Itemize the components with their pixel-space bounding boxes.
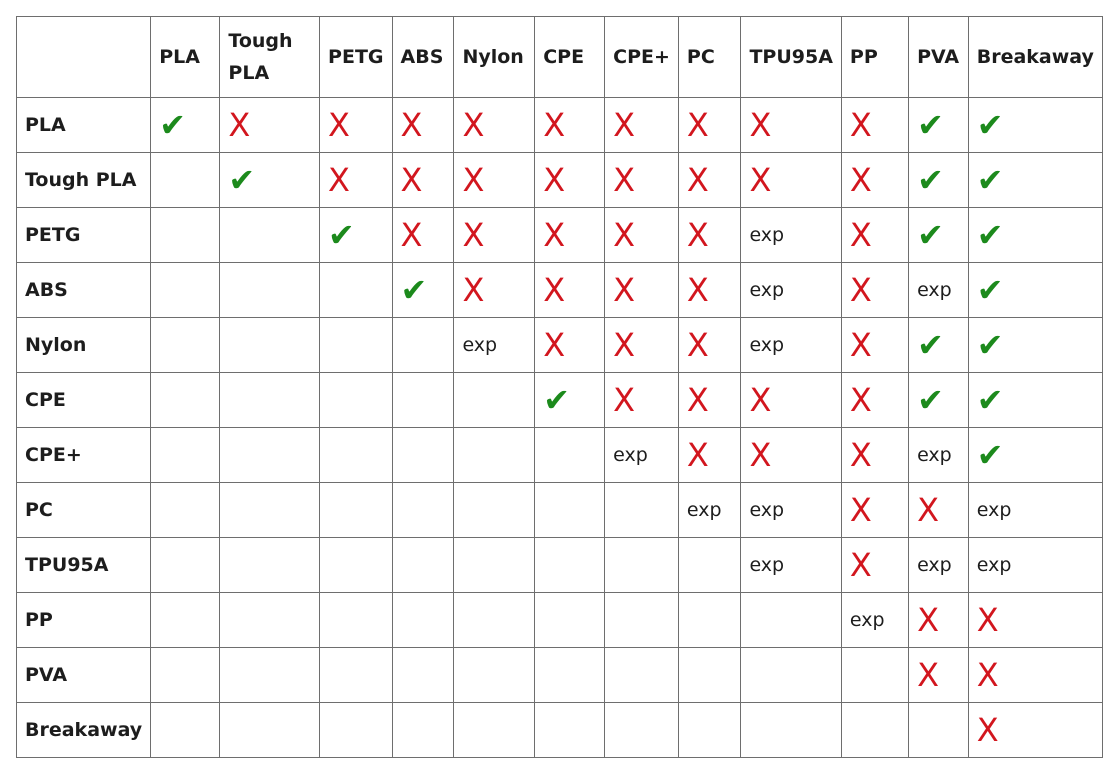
compatibility-cell (841, 428, 908, 483)
checkmark-icon: ✔ (917, 106, 944, 144)
compatibility-cell (841, 373, 908, 428)
compatibility-cell (220, 373, 320, 428)
column-header-tpu95a: TPU95A (741, 17, 841, 98)
checkmark-icon: ✔ (228, 161, 256, 199)
cross-icon: X (613, 326, 636, 364)
cross-icon: X (543, 216, 566, 254)
cross-icon: X (849, 491, 872, 529)
row-header-pla: PLA (17, 98, 151, 153)
compatibility-cell (535, 648, 605, 703)
column-header-petg: PETG (320, 17, 392, 98)
compatibility-cell (320, 483, 392, 538)
cross-icon: X (749, 436, 772, 474)
compatibility-cell (320, 538, 392, 593)
table-row (17, 593, 1103, 648)
cross-icon: X (613, 271, 636, 309)
compatibility-table-container (16, 16, 1103, 758)
cross-icon: X (749, 381, 772, 419)
compatibility-cell (841, 263, 908, 318)
experimental-label: exp (917, 444, 952, 466)
compatibility-cell (968, 703, 1102, 758)
row-header-cpe: CPE (17, 373, 151, 428)
cross-icon: X (849, 216, 872, 254)
compatibility-cell (841, 538, 908, 593)
row-header-tough-pla: Tough PLA (17, 153, 151, 208)
compatibility-cell (841, 483, 908, 538)
compatibility-cell (678, 538, 741, 593)
compatibility-cell (678, 318, 741, 373)
compatibility-cell (605, 153, 679, 208)
compatibility-cell (741, 263, 841, 318)
experimental-label: exp (976, 554, 1012, 576)
row-header-nylon: Nylon (17, 318, 151, 373)
compatibility-cell (220, 483, 320, 538)
table-row (17, 98, 1103, 153)
checkmark-icon: ✔ (976, 326, 1004, 364)
compatibility-cell (151, 208, 220, 263)
compatibility-cell (909, 538, 969, 593)
checkmark-icon: ✔ (976, 436, 1004, 474)
compatibility-cell (605, 538, 679, 593)
experimental-label: exp (462, 334, 498, 356)
checkmark-icon: ✔ (328, 216, 355, 254)
experimental-label: exp (976, 499, 1012, 521)
compatibility-cell (678, 483, 741, 538)
compatibility-cell (968, 318, 1102, 373)
compatibility-cell (678, 98, 741, 153)
cross-icon: X (543, 106, 566, 144)
compatibility-cell (968, 153, 1102, 208)
compatibility-cell (678, 263, 741, 318)
compatibility-cell (605, 373, 679, 428)
compatibility-cell (392, 98, 454, 153)
compatibility-cell (151, 428, 220, 483)
experimental-label: exp (917, 279, 952, 301)
compatibility-cell (841, 703, 908, 758)
compatibility-cell (535, 373, 605, 428)
compatibility-cell (151, 703, 220, 758)
compatibility-cell (220, 648, 320, 703)
cross-icon: X (228, 106, 251, 144)
checkmark-icon: ✔ (917, 326, 944, 364)
compatibility-cell (320, 153, 392, 208)
compatibility-cell (535, 318, 605, 373)
column-header-pp: PP (841, 17, 908, 98)
cross-icon: X (976, 601, 999, 639)
cross-icon: X (749, 161, 772, 199)
compatibility-cell (220, 263, 320, 318)
cross-icon: X (613, 216, 636, 254)
compatibility-cell (968, 538, 1102, 593)
experimental-label: exp (749, 554, 785, 576)
cross-icon: X (749, 106, 772, 144)
compatibility-cell (909, 483, 969, 538)
compatibility-cell (392, 153, 454, 208)
compatibility-cell (741, 428, 841, 483)
compatibility-cell (741, 153, 841, 208)
compatibility-cell (320, 703, 392, 758)
compatibility-cell (220, 593, 320, 648)
compatibility-cell (320, 373, 392, 428)
compatibility-cell (220, 98, 320, 153)
compatibility-cell (320, 428, 392, 483)
compatibility-cell (741, 648, 841, 703)
experimental-label: exp (749, 334, 785, 356)
row-header-tpu95a: TPU95A (17, 538, 151, 593)
compatibility-cell (909, 428, 969, 483)
checkmark-icon: ✔ (917, 161, 944, 199)
cross-icon: X (613, 106, 636, 144)
compatibility-cell (320, 648, 392, 703)
compatibility-cell (220, 318, 320, 373)
compatibility-cell (678, 373, 741, 428)
compatibility-cell (454, 98, 535, 153)
cross-icon: X (849, 436, 872, 474)
compatibility-cell (320, 318, 392, 373)
row-header-pva: PVA (17, 648, 151, 703)
table-row (17, 373, 1103, 428)
compatibility-cell (454, 648, 535, 703)
compatibility-cell (605, 263, 679, 318)
experimental-label: exp (749, 499, 785, 521)
compatibility-cell (909, 208, 969, 263)
compatibility-cell (909, 318, 969, 373)
table-row (17, 703, 1103, 758)
compatibility-cell (535, 483, 605, 538)
compatibility-cell (392, 703, 454, 758)
compatibility-cell (678, 648, 741, 703)
compatibility-cell (151, 483, 220, 538)
column-header-pla: PLA (151, 17, 220, 98)
compatibility-cell (151, 648, 220, 703)
compatibility-cell (741, 373, 841, 428)
cross-icon: X (462, 271, 485, 309)
compatibility-cell (320, 593, 392, 648)
compatibility-cell (454, 208, 535, 263)
experimental-label: exp (686, 499, 722, 521)
column-header-abs: ABS (392, 17, 454, 98)
compatibility-cell (909, 263, 969, 318)
compatibility-cell (220, 153, 320, 208)
compatibility-cell (454, 593, 535, 648)
table-row (17, 208, 1103, 263)
cross-icon: X (917, 656, 939, 694)
compatibility-cell (220, 703, 320, 758)
checkmark-icon: ✔ (976, 216, 1004, 254)
compatibility-cell (741, 208, 841, 263)
experimental-label: exp (613, 444, 648, 466)
compatibility-cell (454, 703, 535, 758)
compatibility-cell (392, 483, 454, 538)
compatibility-cell (320, 263, 392, 318)
cross-icon: X (543, 271, 566, 309)
checkmark-icon: ✔ (976, 106, 1004, 144)
cross-icon: X (462, 161, 485, 199)
table-row (17, 318, 1103, 373)
table-row (17, 153, 1103, 208)
compatibility-cell (151, 98, 220, 153)
row-header-pp: PP (17, 593, 151, 648)
compatibility-cell (741, 318, 841, 373)
compatibility-cell (841, 593, 908, 648)
material-compatibility-table (16, 16, 1103, 758)
cross-icon: X (462, 106, 485, 144)
compatibility-cell (841, 98, 908, 153)
compatibility-cell (968, 98, 1102, 153)
compatibility-cell (454, 483, 535, 538)
table-row (17, 428, 1103, 483)
compatibility-cell (968, 593, 1102, 648)
column-header-tough-pla: Tough PLA (220, 17, 320, 98)
checkmark-icon: ✔ (976, 381, 1004, 419)
column-header-cpe-plus: CPE+ (605, 17, 679, 98)
table-row (17, 648, 1103, 703)
compatibility-cell (320, 208, 392, 263)
compatibility-cell (678, 593, 741, 648)
compatibility-cell (741, 593, 841, 648)
header-row (17, 17, 1103, 98)
cross-icon: X (400, 161, 423, 199)
checkmark-icon: ✔ (400, 271, 428, 309)
compatibility-cell (392, 373, 454, 428)
compatibility-cell (454, 373, 535, 428)
compatibility-cell (220, 428, 320, 483)
cross-icon: X (917, 601, 939, 639)
compatibility-cell (151, 538, 220, 593)
compatibility-cell (605, 648, 679, 703)
compatibility-cell (454, 428, 535, 483)
compatibility-cell (220, 538, 320, 593)
row-header-abs: ABS (17, 263, 151, 318)
checkmark-icon: ✔ (917, 216, 944, 254)
compatibility-cell (392, 263, 454, 318)
compatibility-cell (909, 648, 969, 703)
cross-icon: X (686, 381, 709, 419)
compatibility-cell (535, 208, 605, 263)
column-header-breakaway: Breakaway (968, 17, 1102, 98)
compatibility-cell (968, 648, 1102, 703)
compatibility-cell (968, 373, 1102, 428)
table-row (17, 263, 1103, 318)
compatibility-cell (678, 703, 741, 758)
compatibility-cell (151, 593, 220, 648)
column-header-pva: PVA (909, 17, 969, 98)
table-body (17, 98, 1103, 758)
compatibility-cell (392, 318, 454, 373)
compatibility-cell (605, 593, 679, 648)
cross-icon: X (976, 711, 999, 749)
compatibility-cell (968, 208, 1102, 263)
compatibility-cell (535, 538, 605, 593)
cross-icon: X (686, 436, 709, 474)
column-header-pc: PC (678, 17, 741, 98)
compatibility-cell (741, 538, 841, 593)
compatibility-cell (605, 318, 679, 373)
compatibility-cell (535, 98, 605, 153)
compatibility-cell (151, 373, 220, 428)
cross-icon: X (543, 326, 566, 364)
row-header-pc: PC (17, 483, 151, 538)
cross-icon: X (686, 161, 709, 199)
compatibility-cell (392, 648, 454, 703)
compatibility-cell (454, 538, 535, 593)
experimental-label: exp (749, 279, 785, 301)
compatibility-cell (909, 98, 969, 153)
checkmark-icon: ✔ (159, 106, 187, 144)
compatibility-cell (605, 208, 679, 263)
compatibility-cell (535, 263, 605, 318)
compatibility-cell (968, 428, 1102, 483)
compatibility-cell (151, 263, 220, 318)
compatibility-cell (535, 153, 605, 208)
compatibility-cell (320, 98, 392, 153)
cross-icon: X (849, 546, 872, 584)
cross-icon: X (686, 216, 709, 254)
cross-icon: X (849, 271, 872, 309)
cross-icon: X (328, 106, 350, 144)
cross-icon: X (686, 271, 709, 309)
cross-icon: X (849, 106, 872, 144)
compatibility-cell (454, 263, 535, 318)
compatibility-cell (605, 98, 679, 153)
compatibility-cell (909, 593, 969, 648)
compatibility-cell (678, 208, 741, 263)
compatibility-cell (841, 648, 908, 703)
table-row (17, 538, 1103, 593)
cross-icon: X (462, 216, 485, 254)
cross-icon: X (328, 161, 350, 199)
row-header-cpe-plus: CPE+ (17, 428, 151, 483)
cross-icon: X (400, 106, 423, 144)
compatibility-cell (605, 428, 679, 483)
corner-cell (17, 17, 151, 98)
experimental-label: exp (849, 609, 885, 631)
compatibility-cell (909, 373, 969, 428)
cross-icon: X (613, 161, 636, 199)
checkmark-icon: ✔ (976, 161, 1004, 199)
compatibility-cell (605, 703, 679, 758)
compatibility-cell (741, 483, 841, 538)
cross-icon: X (976, 656, 999, 694)
experimental-label: exp (749, 224, 785, 246)
compatibility-cell (678, 428, 741, 483)
cross-icon: X (686, 106, 709, 144)
row-header-petg: PETG (17, 208, 151, 263)
compatibility-cell (392, 593, 454, 648)
cross-icon: X (917, 491, 939, 529)
compatibility-cell (454, 318, 535, 373)
compatibility-cell (909, 153, 969, 208)
compatibility-cell (392, 428, 454, 483)
compatibility-cell (151, 153, 220, 208)
cross-icon: X (849, 326, 872, 364)
compatibility-cell (535, 593, 605, 648)
compatibility-cell (741, 703, 841, 758)
checkmark-icon: ✔ (543, 381, 571, 419)
compatibility-cell (535, 428, 605, 483)
compatibility-cell (968, 483, 1102, 538)
compatibility-cell (741, 98, 841, 153)
compatibility-cell (841, 153, 908, 208)
cross-icon: X (849, 161, 872, 199)
checkmark-icon: ✔ (976, 271, 1004, 309)
compatibility-cell (454, 153, 535, 208)
column-header-nylon: Nylon (454, 17, 535, 98)
compatibility-cell (535, 703, 605, 758)
cross-icon: X (543, 161, 566, 199)
cross-icon: X (686, 326, 709, 364)
compatibility-cell (909, 703, 969, 758)
table-header (17, 17, 1103, 98)
compatibility-cell (678, 153, 741, 208)
experimental-label: exp (917, 554, 952, 576)
compatibility-cell (220, 208, 320, 263)
cross-icon: X (400, 216, 423, 254)
compatibility-cell (392, 208, 454, 263)
cross-icon: X (613, 381, 636, 419)
compatibility-cell (968, 263, 1102, 318)
compatibility-cell (151, 318, 220, 373)
compatibility-cell (392, 538, 454, 593)
compatibility-cell (841, 318, 908, 373)
compatibility-cell (841, 208, 908, 263)
table-row (17, 483, 1103, 538)
checkmark-icon: ✔ (917, 381, 944, 419)
row-header-breakaway: Breakaway (17, 703, 151, 758)
column-header-cpe: CPE (535, 17, 605, 98)
cross-icon: X (849, 381, 872, 419)
compatibility-cell (605, 483, 679, 538)
